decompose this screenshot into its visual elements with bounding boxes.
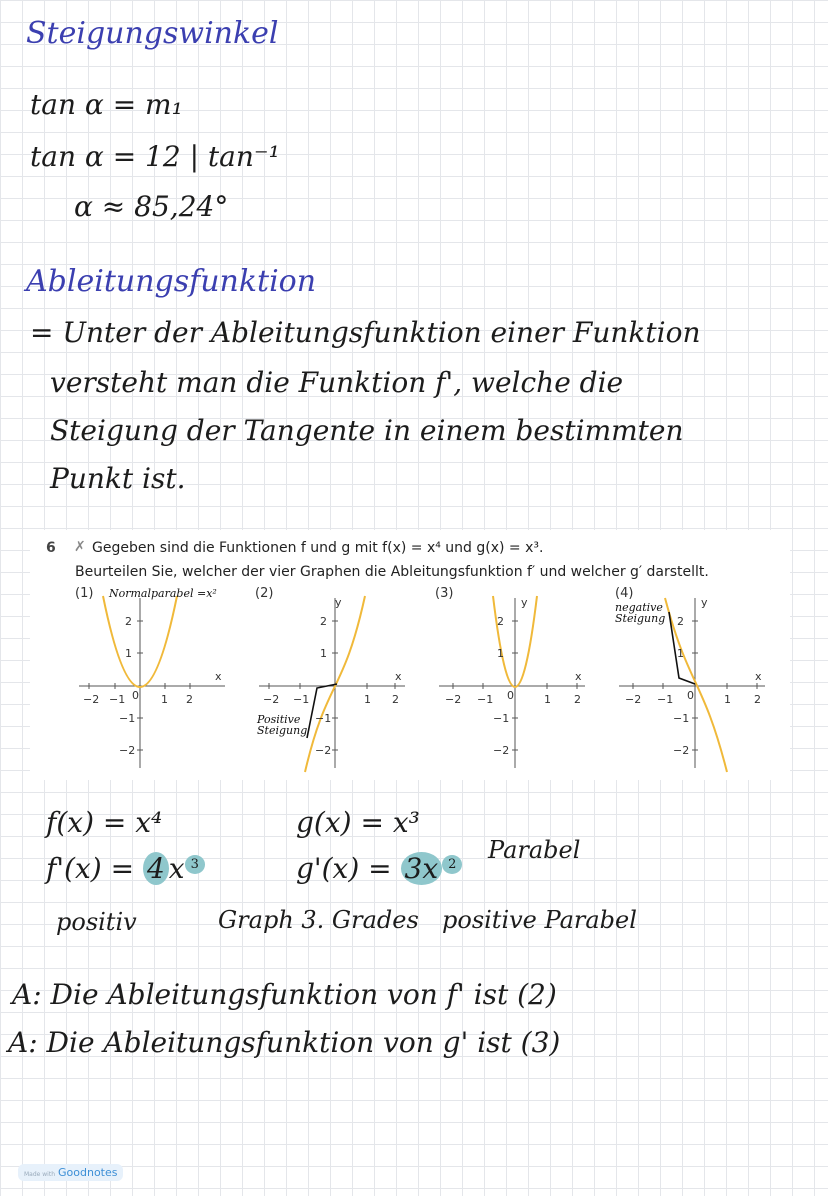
svg-text:1: 1 xyxy=(125,647,132,660)
work-gprime: g'(x) = 3x 2 xyxy=(296,852,462,885)
definition-line-3: Steigung der Tangente in einem bestimmten xyxy=(50,414,684,447)
work-g: g(x) = x³ xyxy=(296,806,420,839)
svg-text:2: 2 xyxy=(497,615,504,628)
svg-text:x: x xyxy=(395,670,402,683)
svg-text:−2: −2 xyxy=(625,693,642,706)
task-line-2: Beurteilen Sie, welcher der vier Graphen die Ableitungsfunktion f′ und welcher g′ darstellt. xyxy=(75,564,709,580)
work-f: f(x) = x⁴ xyxy=(46,806,163,839)
task-snippet xyxy=(30,530,790,780)
svg-text:1: 1 xyxy=(544,693,551,706)
graph-2-note: Positive Steigung xyxy=(257,713,308,737)
note-line-tan-m: tan α = m₁ xyxy=(30,88,183,121)
label-positive-parabel: positive Parabel xyxy=(442,906,637,934)
svg-text:x: x xyxy=(755,670,762,683)
graph-4 xyxy=(615,588,775,774)
svg-text:−2: −2 xyxy=(263,693,280,706)
graph-4-label: (4) xyxy=(615,586,634,601)
svg-text:−1: −1 xyxy=(109,693,126,706)
definition-line-1: = Unter der Ableitungsfunktion einer Funktion xyxy=(30,316,701,349)
svg-text:−1: −1 xyxy=(493,712,510,725)
task-line-1: Gegeben sind die Funktionen f und g mit f(x) = x⁴ und g(x) = x³. xyxy=(92,540,544,556)
svg-text:−2: −2 xyxy=(315,744,332,757)
graph-1-note: Normalparabel =x² xyxy=(109,587,217,600)
svg-text:1: 1 xyxy=(677,647,684,660)
svg-text:2: 2 xyxy=(186,693,193,706)
highlight-exp-3: 3 xyxy=(185,855,205,874)
graph-2-plot xyxy=(255,588,415,774)
graph-3-plot xyxy=(435,588,595,774)
svg-text:−1: −1 xyxy=(293,693,310,706)
svg-text:−2: −2 xyxy=(445,693,462,706)
svg-text:1: 1 xyxy=(161,693,168,706)
svg-text:1: 1 xyxy=(497,647,504,660)
label-positiv: positiv xyxy=(56,908,137,936)
svg-text:2: 2 xyxy=(392,693,399,706)
note-line-alpha: α ≈ 85,24° xyxy=(74,190,229,223)
graph-1-plot xyxy=(75,588,235,774)
svg-text:1: 1 xyxy=(724,693,731,706)
svg-text:2: 2 xyxy=(125,615,132,628)
svg-text:y: y xyxy=(701,596,708,609)
svg-text:y: y xyxy=(521,596,528,609)
answer-1: A: Die Ableitungsfunktion von f' ist (2) xyxy=(12,978,557,1011)
graph-4-note: negative Steigung xyxy=(615,601,666,625)
svg-text:0: 0 xyxy=(507,689,514,702)
svg-text:2: 2 xyxy=(320,615,327,628)
svg-text:2: 2 xyxy=(754,693,761,706)
work-fprime: f'(x) = 4 x 3 xyxy=(46,852,205,885)
label-graph-3-grades: Graph 3. Grades xyxy=(218,906,419,934)
definition-line-4: Punkt ist. xyxy=(50,462,186,495)
svg-text:2: 2 xyxy=(574,693,581,706)
svg-text:y: y xyxy=(335,596,342,609)
svg-text:1: 1 xyxy=(320,647,327,660)
task-number: 6 xyxy=(46,540,56,556)
highlight-coef-4: 4 xyxy=(143,852,169,885)
title-steigungswinkel: Steigungswinkel xyxy=(26,16,279,51)
goodnotes-badge: Made with Goodnotes xyxy=(18,1164,123,1181)
svg-text:−1: −1 xyxy=(119,712,136,725)
highlight-coef-3x: 3x xyxy=(401,852,443,885)
title-ableitungsfunktion: Ableitungsfunktion xyxy=(26,264,317,299)
svg-text:−2: −2 xyxy=(493,744,510,757)
answer-2: A: Die Ableitungsfunktion von g' ist (3) xyxy=(8,1026,561,1059)
graph-2 xyxy=(255,588,415,774)
label-parabel: Parabel xyxy=(488,836,581,864)
task-marker-icon: ✗ xyxy=(74,539,86,555)
graph-3 xyxy=(435,588,595,774)
highlight-exp-2: 2 xyxy=(442,855,462,874)
svg-text:−1: −1 xyxy=(315,712,332,725)
svg-text:1: 1 xyxy=(364,693,371,706)
definition-line-2: versteht man die Funktion f', welche die xyxy=(50,366,624,399)
svg-text:−1: −1 xyxy=(477,693,494,706)
x-label: x xyxy=(215,670,222,683)
graph-1 xyxy=(75,588,235,774)
svg-text:2: 2 xyxy=(677,615,684,628)
svg-text:0: 0 xyxy=(687,689,694,702)
svg-text:x: x xyxy=(575,670,582,683)
svg-text:−1: −1 xyxy=(657,693,674,706)
svg-text:−2: −2 xyxy=(119,744,136,757)
graph-2-label: (2) xyxy=(255,586,274,601)
graph-3-label: (3) xyxy=(435,586,454,601)
graph-1-label: (1) xyxy=(75,586,94,601)
note-line-tan-12: tan α = 12 | tan⁻¹ xyxy=(30,140,280,173)
svg-text:−1: −1 xyxy=(673,712,690,725)
svg-text:0: 0 xyxy=(132,689,139,702)
svg-text:−2: −2 xyxy=(673,744,690,757)
svg-text:−2: −2 xyxy=(83,693,100,706)
